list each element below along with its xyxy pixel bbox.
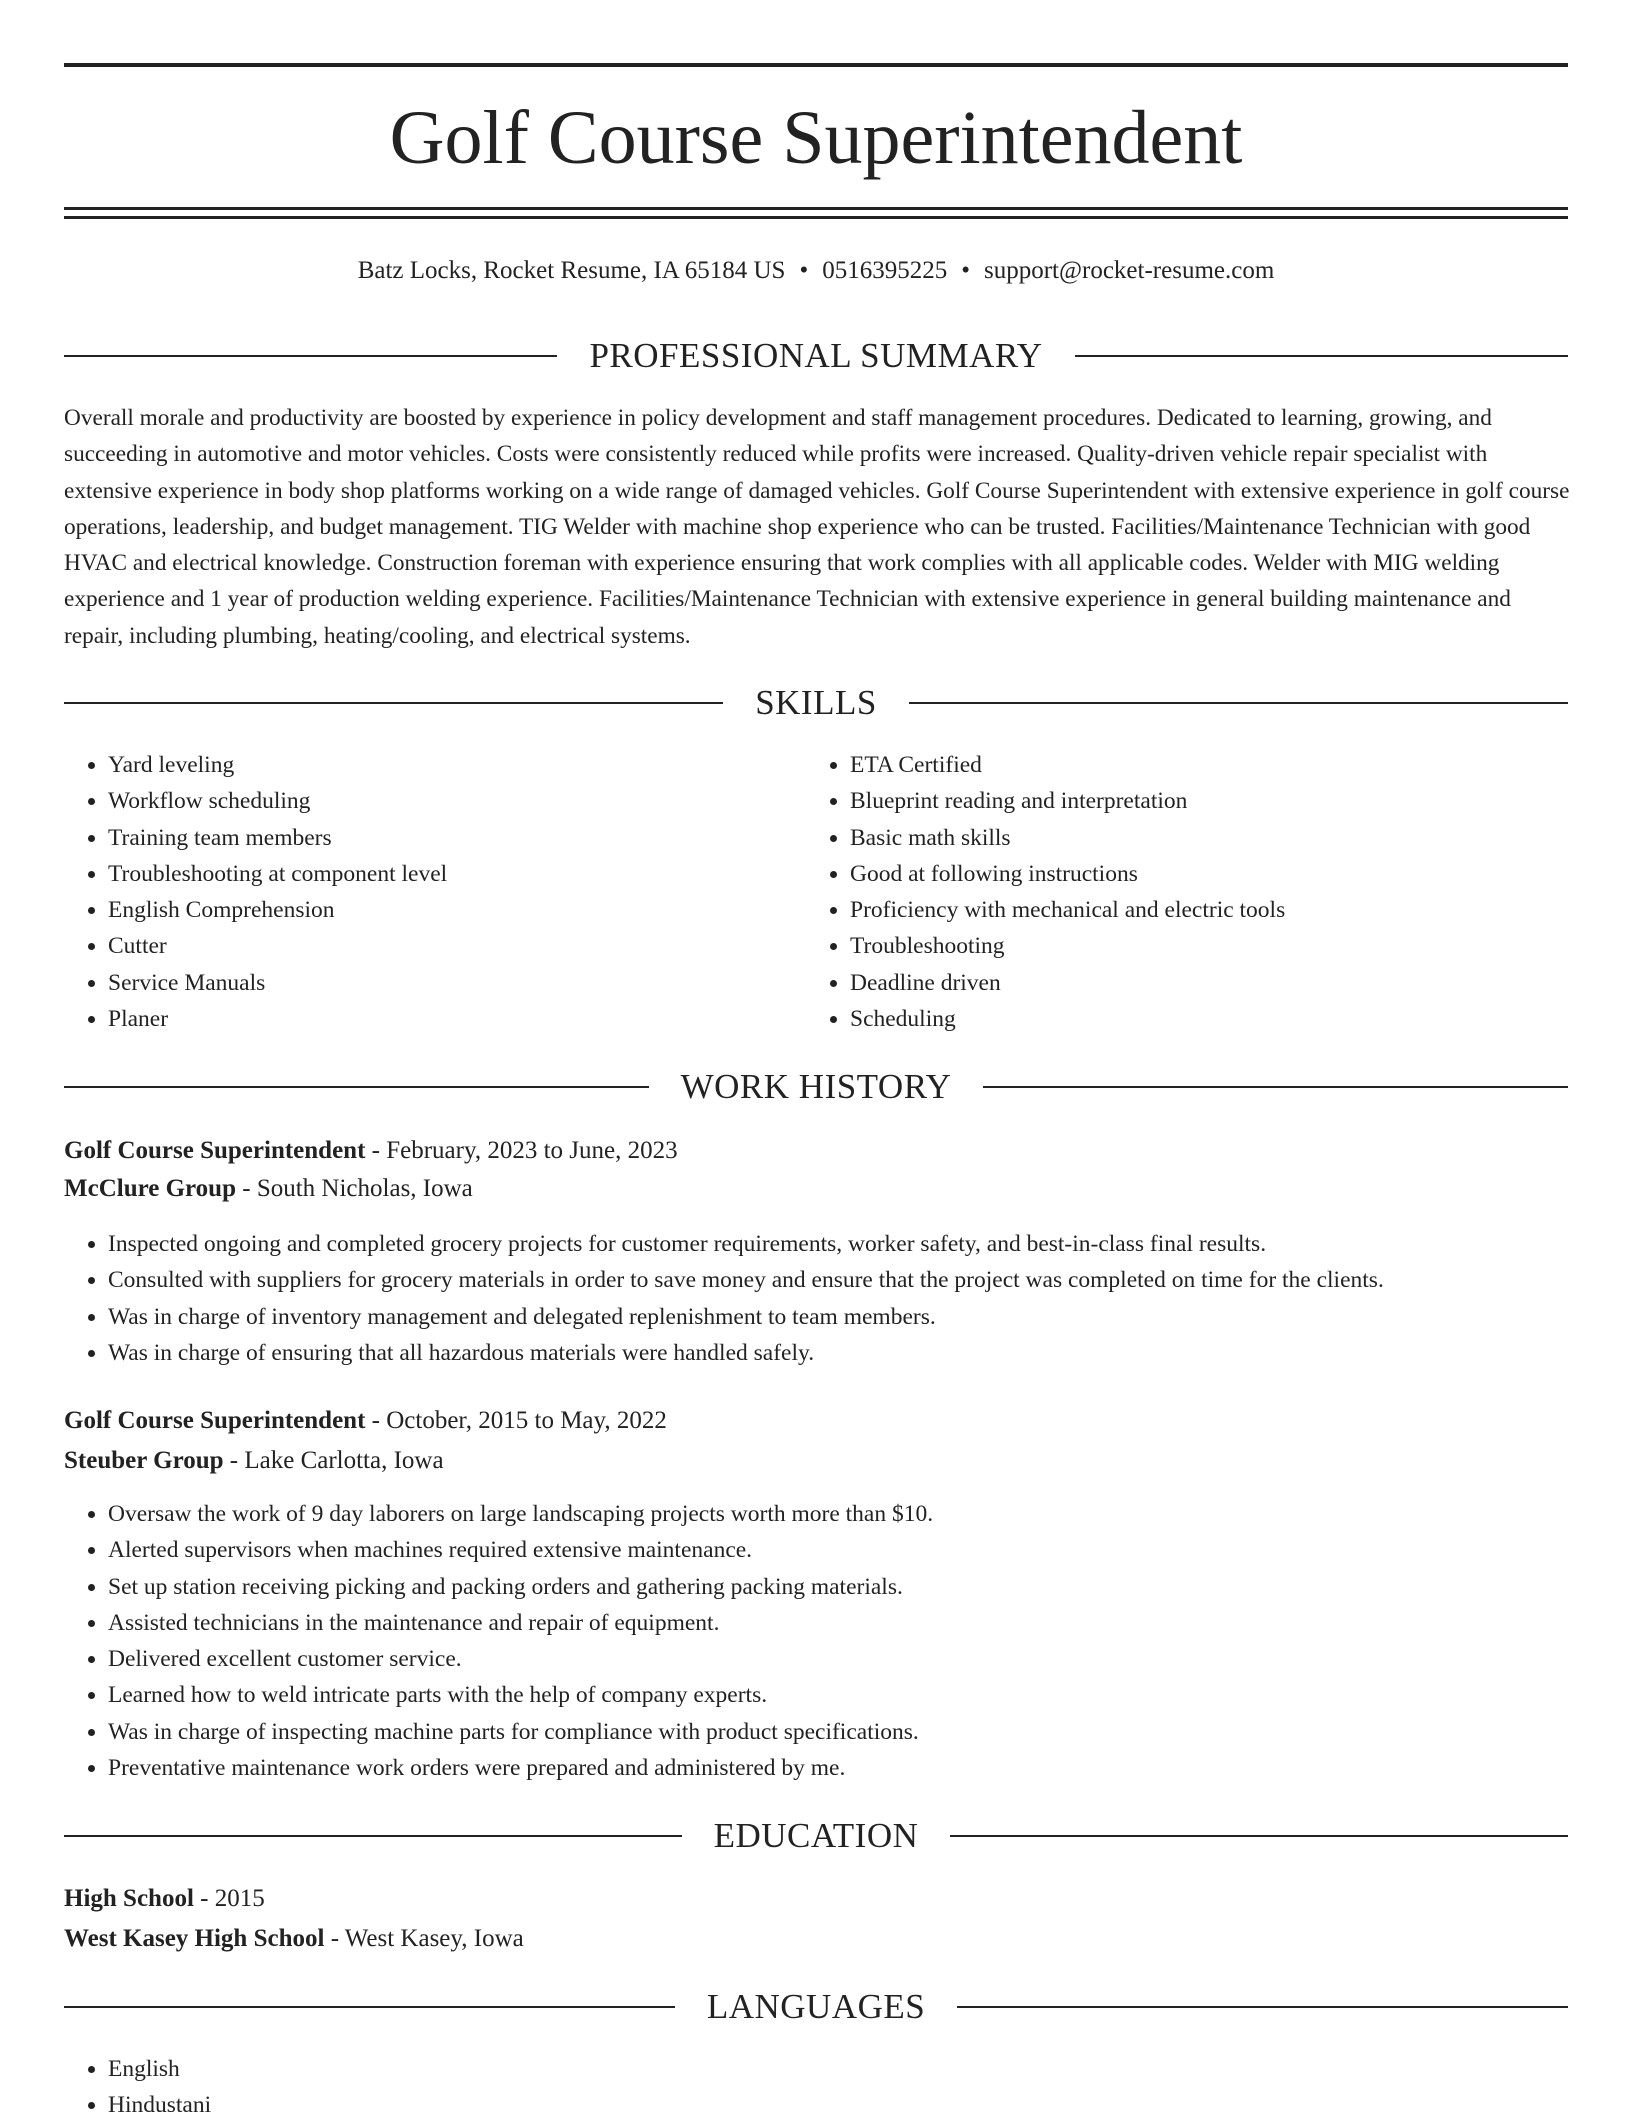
job-title: Golf Course Superintendent <box>64 1137 366 1164</box>
heading-rule-left <box>64 1086 649 1088</box>
work-heading-text: WORK HISTORY <box>680 1067 952 1106</box>
heading-rule-left <box>64 1835 682 1837</box>
resume-title: Golf Course Superintendent <box>389 96 1243 180</box>
summary-text: Overall morale and productivity are boosted by experience in policy development and staff management procedures. Dedicated to learning, growing, and succeeding in automotive and motor vehicles. Costs were consistently reduced while profits were increased. Quality-driven vehicle repair specialist with extensive experience in body shop platforms working on a wide range of damaged vehicles. Golf Course Superintendent with extensive experience in golf course operations, leadership, and budget management. TIG Welder with machine shop experience who can be trusted. Facilities/Maintenance Technician with good HVAC and electrical knowledge. Construction foreman with experience ensuring that work complies with all applicable codes. Welder with MIG welding experience and 1 year of production welding experience. Facilities/Maintenance Technician with extensive experience in general building maintenance and repair, including plumbing, heating/cooling, and electrical systems. <box>64 405 1570 649</box>
skills-list-left <box>64 747 447 1037</box>
job-bullet: • Set up station receiving picking and packing orders and gathering packing materials. <box>108 1569 933 1605</box>
job-bullet: • Assisted technicians in the maintenance and repair of equipment. <box>108 1605 933 1641</box>
skill-item: • Proficiency with mechanical and electric tools <box>850 892 1285 928</box>
skill-item: • Workflow scheduling <box>108 783 447 819</box>
job-title: Golf Course Superintendent <box>64 1407 366 1434</box>
contact-line <box>64 253 1568 289</box>
education-heading <box>64 1814 1568 1858</box>
education-degree-line <box>64 1881 265 1917</box>
contact-address: Batz Locks, Rocket Resume, IA 65184 US <box>357 257 786 284</box>
job-company: McClure Group <box>64 1175 236 1202</box>
skills-heading-text: SKILLS <box>755 683 877 722</box>
languages-heading <box>64 1985 1568 2029</box>
education-heading-text: EDUCATION <box>713 1816 919 1855</box>
skill-item: • Good at following instructions <box>850 856 1285 892</box>
job-bullet: • Inspected ongoing and completed grocery projects for customer requirements, worker safety, and best-in-class final results. <box>108 1226 1384 1262</box>
job-bullet: • Was in charge of inspecting machine parts for compliance with product specifications. <box>108 1714 933 1750</box>
language-item: • English <box>108 2051 211 2087</box>
top-rule <box>64 63 1568 67</box>
job-bullet: • Delivered excellent customer service. <box>108 1641 933 1677</box>
heading-rule-right <box>957 2006 1568 2008</box>
skill-item: • Yard leveling <box>108 747 447 783</box>
skill-item: • Scheduling <box>850 1001 1285 1037</box>
skill-item: • ETA Certified <box>850 747 1285 783</box>
contact-email: support@rocket-resume.com <box>983 257 1275 284</box>
heading-rule-right <box>909 702 1568 704</box>
heading-rule-right <box>950 1835 1568 1837</box>
summary-heading <box>64 334 1568 378</box>
skill-item: • Cutter <box>108 928 447 964</box>
language-item: • Hindustani <box>108 2087 211 2123</box>
education-location: - West Kasey, Iowa <box>324 1925 524 1952</box>
job-title-line <box>64 1403 667 1439</box>
contact-phone: 0516395225 <box>822 257 948 284</box>
job-bullets <box>64 1496 933 1786</box>
job-location: - Lake Carlotta, Iowa <box>223 1447 444 1474</box>
job-title-line <box>64 1133 678 1169</box>
heading-rule-right <box>1075 355 1568 357</box>
job-bullet: • Learned how to weld intricate parts with the help of company experts. <box>108 1677 933 1713</box>
job-bullet: • Was in charge of ensuring that all hazardous materials were handled safely. <box>108 1335 1384 1371</box>
job-bullets <box>64 1226 1384 1371</box>
skill-item: • Planer <box>108 1001 447 1037</box>
heading-rule-right <box>983 1086 1568 1088</box>
job-dates: - February, 2023 to June, 2023 <box>365 1137 678 1164</box>
education-degree: High School <box>64 1885 194 1912</box>
job-bullet: • Consulted with suppliers for grocery materials in order to save money and ensure that the project was completed on time for the clients. <box>108 1262 1384 1298</box>
languages-heading-text: LANGUAGES <box>706 1987 926 2026</box>
heading-rule-left <box>64 702 723 704</box>
education-school-line <box>64 1921 524 1957</box>
job-bullet: • Alerted supervisors when machines required extensive maintenance. <box>108 1532 933 1568</box>
skill-item: • Service Manuals <box>108 965 447 1001</box>
contact-separator: • <box>799 257 809 284</box>
title-double-rule-top <box>64 207 1568 210</box>
skill-item: • Deadline driven <box>850 965 1285 1001</box>
job-dates: - October, 2015 to May, 2022 <box>365 1407 667 1434</box>
skill-item: • Troubleshooting at component level <box>108 856 447 892</box>
work-heading <box>64 1065 1568 1109</box>
summary-heading-text: PROFESSIONAL SUMMARY <box>589 336 1043 375</box>
skill-item: • Troubleshooting <box>850 928 1285 964</box>
heading-rule-left <box>64 2006 675 2008</box>
skill-item: • Blueprint reading and interpretation <box>850 783 1285 819</box>
contact-separator: • <box>961 257 970 284</box>
job-bullet: • Was in charge of inventory management and delegated replenishment to team members. <box>108 1299 1384 1335</box>
skill-item: • Basic math skills <box>850 820 1285 856</box>
skill-item: • English Comprehension <box>108 892 447 928</box>
skills-list-right <box>806 747 1285 1037</box>
job-bullet: • Oversaw the work of 9 day laborers on large landscaping projects worth more than $10. <box>108 1496 933 1532</box>
title-double-rule-bottom <box>64 216 1568 219</box>
education-school: West Kasey High School <box>64 1925 325 1952</box>
job-location: - South Nicholas, Iowa <box>236 1175 473 1202</box>
education-year: - 2015 <box>193 1885 265 1912</box>
skill-item: • Training team members <box>108 820 447 856</box>
job-bullet: • Preventative maintenance work orders were prepared and administered by me. <box>108 1750 933 1786</box>
heading-rule-left <box>64 355 557 357</box>
skills-heading <box>64 681 1568 725</box>
job-company: Steuber Group <box>64 1447 224 1474</box>
job-company-line <box>64 1443 444 1479</box>
job-company-line <box>64 1171 473 1207</box>
languages-list <box>64 2051 211 2124</box>
